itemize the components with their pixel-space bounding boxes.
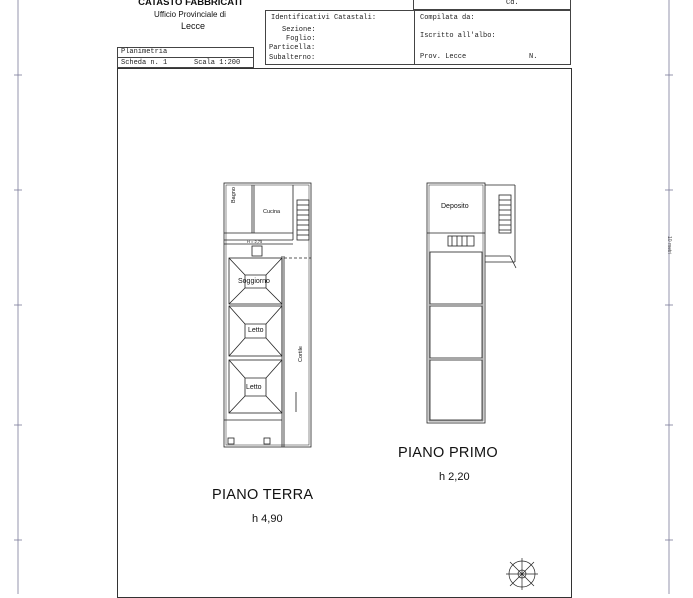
planimetria-label: Planimetria <box>121 48 168 56</box>
cadastral-heading: Identificativi Catastali: <box>271 14 377 22</box>
header-strip-text: Cd. <box>506 0 519 7</box>
scheda-label: Scheda n. 1 <box>121 59 168 67</box>
iscritto-label: Iscritto all'albo: <box>420 32 496 40</box>
compass-rose <box>506 558 538 590</box>
first-floor-label: PIANO PRIMO <box>398 445 498 461</box>
subalterno-label: Subalterno: <box>269 54 316 62</box>
particella-label: Particella: <box>269 44 316 52</box>
room-deposito: Deposito <box>441 203 469 210</box>
office-city: Lecce <box>180 21 206 31</box>
margin-guides <box>14 0 673 594</box>
ground-floor-plan <box>224 183 311 447</box>
number-label: N. <box>529 53 538 61</box>
room-letto-2: Letto <box>246 384 262 391</box>
room-soggiorno: Soggiorno <box>238 278 270 285</box>
room-cortile: Cortile <box>298 346 304 362</box>
ground-floor-height: h 4,90 <box>252 513 283 525</box>
side-scale-note: 10 metri <box>666 236 672 255</box>
height-note: H = 2,75 <box>247 239 263 244</box>
room-bagno: Bagno <box>231 187 237 203</box>
room-cucina: Cucina <box>263 209 281 215</box>
prov-label: Prov. Lecce <box>420 53 467 61</box>
office-label: Ufficio Provinciale di <box>154 10 226 19</box>
compilata-label: Compilata da: <box>420 14 475 22</box>
document-title: CATASTO FABBRICATI <box>138 0 242 8</box>
first-floor-height: h 2,20 <box>439 471 470 483</box>
sezione-label: Sezione: <box>282 26 316 34</box>
scala-label: Scala 1:200 <box>194 59 241 67</box>
foglio-label: Foglio: <box>286 35 316 43</box>
first-floor-plan <box>427 183 516 423</box>
room-letto-1: Letto <box>248 327 264 334</box>
ground-floor-label: PIANO TERRA <box>212 487 314 503</box>
